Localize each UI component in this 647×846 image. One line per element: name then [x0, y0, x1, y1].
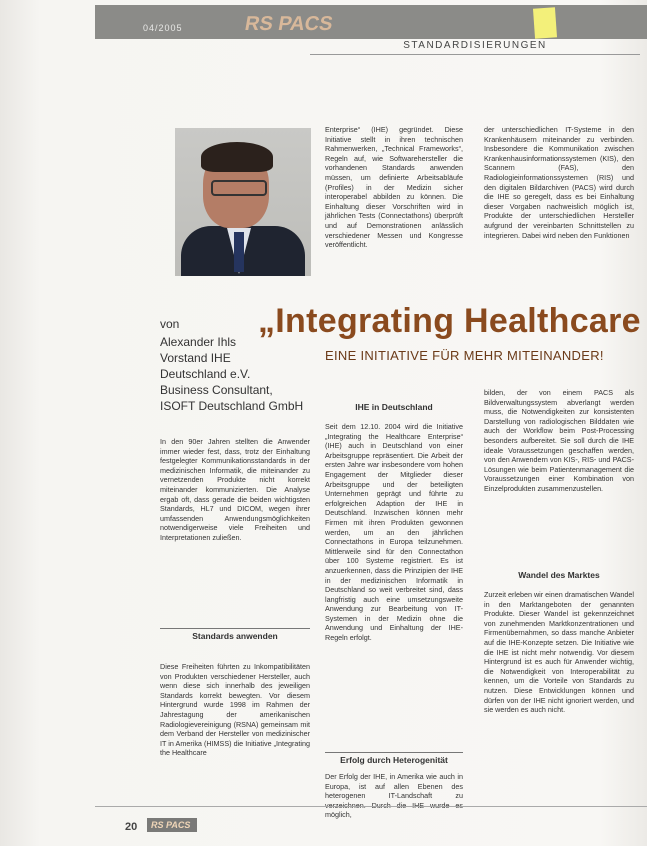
author-photo: [175, 128, 311, 276]
intro-text: In den 90er Jahren stellten die Anwender immer wieder fest, dass, trotz der Einhaltung festgelegter Kommunikationsstandards in der medizinischen Informatik, die miteinander zu vernetzenden Produkte nicht korrekt miteinander kommunizierten. Die Analyse ergab oft, dass gerade die beiden wichtigsten Standards, HL7 und DICOM, wegen ihrer umfassenden Anwendungsmöglichkeiten notwendigerweise viele Freiheiten und Interpretationen zuließen.: [160, 437, 310, 542]
sticky-note: [533, 7, 557, 38]
article-column-3-top: der unterschiedlichen IT-Systeme in den Krankenhäusern miteinander zu verbinden. Insbesondere die Kommunikation zwischen Krankenhausinformationssystemen (KIS), den Scannern (FAS), den Radiologieinformationssystemen (RIS) und den digitalen Bildarchiven (PACS) wird durch die IHE so geregelt, dass es bei Einhaltung dieser Vorgaben nachweislich möglich ist, Produkte der unterschiedlichen Hersteller aufgrund der vereinbarten Schnittstellen zu integrieren. Dabei wird neben den Funktionen: [484, 125, 634, 240]
author-role: Vorstand IHE: [160, 351, 231, 365]
section-head-wandel: Wandel des Marktes: [518, 570, 600, 580]
author-role-2: Business Consultant,: [160, 383, 273, 397]
header-band: [95, 5, 647, 39]
article-column-3-mid: bilden, der von einem PACS als Bildverwaltungssystem abverlangt werden muss, die Notwendigkeiten zur konsistenten Darstellung von radiologischen Bilddaten wie auch der Workflow beim Post-Processing besonders aufbereitet. Sie soll durch die IHE ideale Voraussetzungen geschaffen werden, von den Anwendern von KIS-, RIS- und PACS-Lösungen wie beim Patientenmanagement die Voraussetzungen einer Kombination von Einzelprodukten zusammenzustellen.: [484, 388, 634, 493]
author-name: Alexander Ihls: [160, 335, 237, 349]
issue-number: 04/2005: [143, 23, 183, 33]
ihe-de-body: Seit dem 12.10. 2004 wird die Initiative „Integrating the Healthcare Enterprise“ (IHE) auch in Deutschland von einer Arbeitsgruppe repräsentiert. Die Arbeit der ersten Jahre war insbesondere vom hohen Engagement der Mitglieder dieser Arbeitsgruppe und der beteiligten Unternehmen geprägt und führte zu erfolgreichen Adaption der IHE in Deutschland. Inzwischen können mehr Firmen mit ihren Produkten gewonnen werden, um an den jährlichen Connectathons in Europa teilzunehmen. Mittlerweile sind für den Connectathon über 100 Systeme registriert. Es ist anzuerkennen, dass die Prinzipien der IHE in der medizinischen Informatik in Deutschland so weit verbreitet sind, dass langfristig auch eine umsetzungsweite Anwendung zur Bearbeitung von IT-Systemen in der Medizin ohne die Anwendung und Einhaltung der IHE-Regeln erfolgt.: [325, 422, 463, 643]
page-number: 20: [125, 821, 138, 833]
article-column-2-top: Enterprise“ (IHE) gegründet. Diese Initiative stellt in ihren technischen Rahmenwerken, „Technical Frameworks“, Regeln auf, wie Softwarehersteller die vorhandenen Standards anwenden müssen, um definierte Arbeitsabläufe (Profiles) in der Medizin sicher interoperabel abbilden zu können. Die Einhaltung dieser Vorschriften wird in jährlichen Tests (Connectathons) überprüft und auf Demonstrationen anlässlich verschiedener Messen und Kongresse veröffentlicht.: [325, 125, 463, 250]
magazine-logo: RS PACS: [243, 13, 335, 35]
author-prefix: von: [160, 317, 180, 331]
author-block: [160, 316, 320, 414]
section-head-ihe-de: IHE in Deutschland: [355, 402, 433, 412]
page-footer: [95, 806, 647, 837]
standards-body: Diese Freiheiten führten zu Inkompatibilitäten von Produkten verschiedener Hersteller, auch wenn diese sich innerhalb des jeweiligen Standards korrekt bewegten. Vor diesem Hintergrund wurde 1998 im Rahmen der Jahrestagung der amerikanischen Radiologievereinigung (RSNA) gemeinsam mit dem Verband der Hersteller von medizinischer IT in Amerika (HIMSS) die Initiative „Integrating the Healthcare: [160, 662, 310, 758]
footer-logo: RS PACS: [147, 818, 197, 832]
author-org: Deutschland e.V.: [160, 367, 251, 381]
article-title: „Integrating Healthcare: [258, 302, 641, 340]
wandel-body: Zurzeit erleben wir einen dramatischen Wandel in den Marktangeboten der genannten Produkte. Dieser Wandel ist gekennzeichnet von zunehmenden Marktkonzentrationen und Firmenübernahmen, so dass manche Anbieter auf die IHE-Konzepte setzen. Die Initiative wie die IHE ist nicht mehr notwendig. Vor diesem Hintergrund ist es auch für Anwender wichtig, die Notwendigkeit von Interoperabilität zu kennen, um die Vorteile von Standards zu nutzen. Diese Entwicklungen können und dürfen von der IHE nicht ignoriert werden, und sie werden es auch nicht.: [484, 590, 634, 715]
article-subtitle: EINE INITIATIVE FÜR MEHR MITEINANDER!: [325, 348, 604, 363]
section-head-erfolg: Erfolg durch Heterogenität: [325, 752, 463, 765]
section-head-standards: Standards anwenden: [160, 628, 310, 641]
author-company: ISOFT Deutschland GmbH: [160, 399, 304, 413]
section-title: STANDARDISIERUNGEN: [310, 40, 640, 55]
erfolg-body: Der Erfolg der IHE, in Amerika wie auch in Europa, ist auf allen Ebenen des heterogenen IT-Landschaft zu verzeichnen. Durch die IHE wurde es möglich,: [325, 772, 463, 820]
